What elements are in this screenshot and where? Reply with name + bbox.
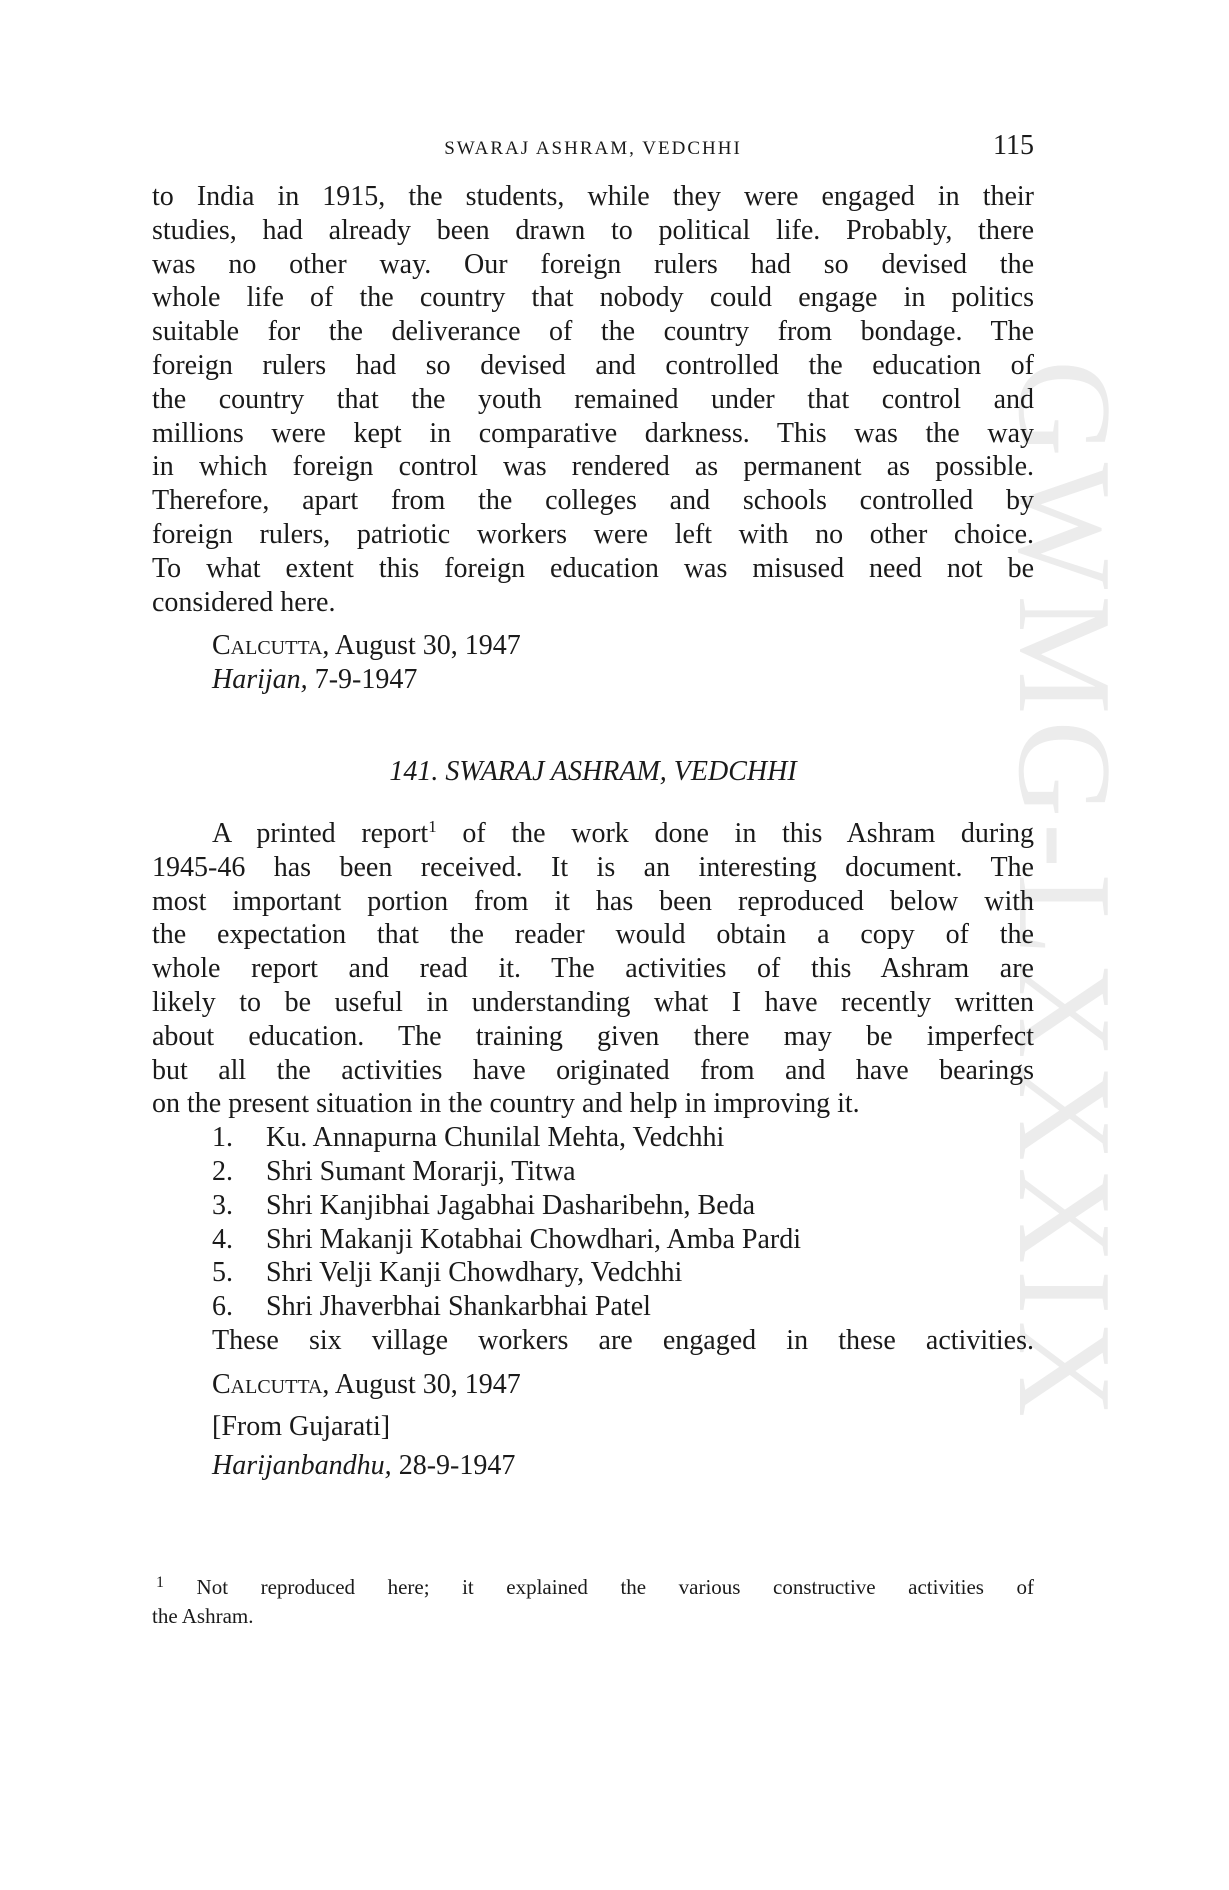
source-date: 7-9-1947 <box>314 664 418 696</box>
worker-name: Shri Jhaverbhai Shankarbhai Patel <box>266 1291 651 1323</box>
list-item <box>212 1256 1034 1290</box>
text-line: foreign rulers, patriotic workers were left with no other choice. <box>152 518 1034 550</box>
text-line: to India in 1915, the students, while they were engaged in their <box>152 181 1034 212</box>
footnote-line: the Ashram. <box>152 1604 254 1628</box>
running-title: SWARAJ ASHRAM, VEDCHHI <box>444 138 742 159</box>
text-line: most important portion from it has been reproduced below with <box>152 885 1034 917</box>
text-line: suitable for the deliverance of the country from bondage. The <box>152 316 1034 348</box>
worker-name: Shri Sumant Morarji, Titwa <box>266 1155 576 1187</box>
source-citation <box>152 1449 1034 1483</box>
source-title: Harijan, <box>212 664 308 696</box>
article-number: 141. <box>389 755 439 787</box>
translation-note: [From Gujarati] <box>212 1410 391 1442</box>
worker-name: Shri Velji Kanji Chowdhary, Vedchhi <box>266 1257 683 1289</box>
dateline <box>152 1368 1034 1402</box>
dateline-place: Calcutta, <box>212 630 330 662</box>
text-line: millions were kept in comparative darkness. This was the way <box>152 417 1034 449</box>
dateline-place: Calcutta, <box>212 1368 330 1400</box>
dateline-date: August 30, 1947 <box>334 630 521 662</box>
text-line: in which foreign control was rendered as permanent as possible. <box>152 451 1034 483</box>
footnote-line <box>152 1568 1034 1602</box>
body-text <box>152 180 1034 1483</box>
text-line: likely to be useful in understanding what I have recently written <box>152 986 1034 1018</box>
footnote-marker: 1 <box>156 1574 164 1591</box>
text-line: To what extent this foreign education was misused need not be <box>152 552 1034 584</box>
list-item <box>212 1121 1034 1155</box>
text-line: but all the activities have originated from and have bearings <box>152 1054 1034 1086</box>
worker-name: Shri Makanji Kotabhai Chowdhari, Amba Pardi <box>266 1223 802 1255</box>
dateline-date: August 30, 1947 <box>334 1368 521 1400</box>
article-141 <box>152 755 1034 1483</box>
article-title: SWARAJ ASHRAM, VEDCHHI <box>445 755 797 787</box>
list-item <box>212 1290 1034 1324</box>
text-line: foreign rulers had so devised and controlled the education of <box>152 349 1034 381</box>
intro-text-cont: of the work done in this Ashram during <box>436 817 1034 849</box>
page-number: 115 <box>993 130 1034 161</box>
source-date: 28-9-1947 <box>398 1450 516 1482</box>
worker-name: Ku. Annapurna Chunilal Mehta, Vedchhi <box>266 1122 725 1154</box>
worker-name: Shri Kanjibhai Jagabhai Dasharibehn, Beda <box>266 1189 756 1221</box>
text-line <box>152 817 1034 851</box>
footnote-text: Not reproduced here; it explained the various constructive activities of <box>196 1575 1034 1599</box>
footnotes <box>152 1568 1034 1631</box>
list-number: 6. <box>212 1291 233 1323</box>
source-citation <box>152 663 1034 697</box>
text-line: studies, had already been drawn to political life. Probably, there <box>152 214 1034 246</box>
list-number: 5. <box>212 1257 233 1289</box>
list-number: 1. <box>212 1122 233 1154</box>
text-line: about education. The training given there may be imperfect <box>152 1020 1034 1052</box>
closing-line: These six village workers are engaged in these activities. <box>212 1324 1034 1356</box>
text-line: whole life of the country that nobody could engage in politics <box>152 282 1034 314</box>
dateline <box>152 629 1034 663</box>
text-line: considered here. <box>152 586 336 618</box>
list-number: 2. <box>212 1155 233 1187</box>
text-line: Therefore, apart from the colleges and schools controlled by <box>152 485 1034 517</box>
source-title: Harijanbandhu, <box>212 1450 392 1482</box>
text-line: whole report and read it. The activities of this Ashram are <box>152 953 1034 985</box>
text-line: the expectation that the reader would obtain a copy of the <box>152 919 1034 951</box>
list-number: 4. <box>212 1223 233 1255</box>
workers-list <box>152 1121 1034 1324</box>
text-line: the country that the youth remained under that control and <box>152 383 1034 415</box>
text-line: was no other way. Our foreign rulers had so devised the <box>152 248 1034 280</box>
continued-article <box>152 180 1034 697</box>
intro-text: A printed report <box>212 817 429 849</box>
footnote-ref: 1 <box>428 816 437 836</box>
watermark-text: GWMG-LXXXIX <box>991 360 1139 1424</box>
article-heading <box>152 755 1034 789</box>
list-item <box>212 1155 1034 1189</box>
list-item <box>212 1223 1034 1257</box>
text-line: 1945-46 has been received. It is an interesting document. The <box>152 851 1034 883</box>
running-head <box>152 128 1034 168</box>
list-item <box>212 1189 1034 1223</box>
text-line: on the present situation in the country and help in improving it. <box>152 1088 860 1120</box>
list-number: 3. <box>212 1189 233 1221</box>
